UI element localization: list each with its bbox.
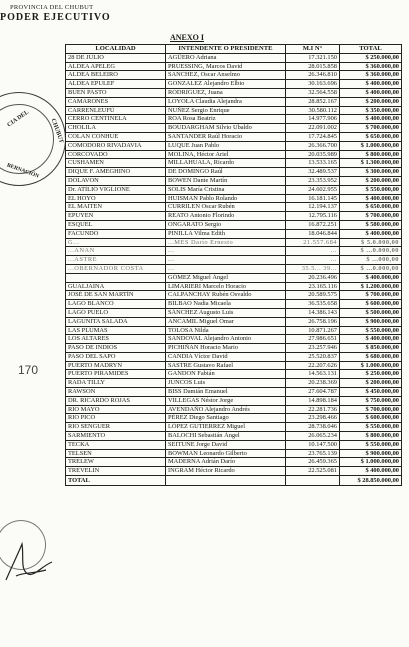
cell-amount: $ 200.000,00	[340, 379, 402, 388]
cell-mayor: SEITUNE Jorge David	[166, 440, 286, 449]
cell-id-number: 21.557.684	[286, 238, 340, 247]
table-row	[66, 220, 402, 229]
cell-mayor: AGÜERO Adriana	[166, 53, 286, 62]
cell-locality: TELSEN	[66, 449, 166, 458]
cell-locality: BUEN PASTO	[66, 88, 166, 97]
table-header-row	[66, 45, 402, 54]
cell-locality: G...	[66, 238, 166, 247]
cell-amount: $ 700.000,00	[340, 291, 402, 300]
cell-amount: $ 360.000,00	[340, 71, 402, 80]
cell-mayor: BISS Damián Emanuel	[166, 388, 286, 397]
cell-mayor: HUISMAN Pablo Rolando	[166, 194, 286, 203]
cell-mayor: SANCHEZ, Oscar Anselmo	[166, 71, 286, 80]
cell-amount: $ 400.000,00	[340, 335, 402, 344]
header-total: TOTAL	[340, 45, 402, 54]
seal-text-top: CIA DEL	[6, 109, 31, 129]
cell-locality: EPUYEN	[66, 212, 166, 221]
cell-id-number: 27.986.651	[286, 335, 340, 344]
cell-locality: RAWSON	[66, 388, 166, 397]
table-row	[66, 185, 402, 194]
table-row	[66, 71, 402, 80]
cell-locality: ALDEA EPULEF	[66, 80, 166, 89]
table-row	[66, 317, 402, 326]
cell-id-number: 30.580.112	[286, 106, 340, 115]
cell-locality: COLAN CONHUE	[66, 132, 166, 141]
cell-id-number: 28.015.858	[286, 62, 340, 71]
executive-power-title: PODER EJECUTIVO	[0, 12, 111, 23]
cell-amount: $ 1.000.000,00	[340, 361, 402, 370]
cell-amount: $ 600.000,00	[340, 300, 402, 309]
cell-id-number: 17.321.150	[286, 53, 340, 62]
cell-amount: $ 680.000,00	[340, 352, 402, 361]
cell-mayor: INGRAM Héctor Ricardo	[166, 467, 286, 476]
cell-mayor: LOYOLA Claudia Alejandra	[166, 97, 286, 106]
cell-locality: SARMIENTO	[66, 432, 166, 441]
annex-allocation-table	[65, 44, 402, 486]
cell-id-number: 20.589.575	[286, 291, 340, 300]
cell-mayor: GONZALEZ Alejandro Elbio	[166, 80, 286, 89]
cell-locality: DIQUE F. AMEGHINO	[66, 168, 166, 177]
table-row	[66, 308, 402, 317]
cell-id-number: 32.564.558	[286, 88, 340, 97]
cell-locality: PUERTO PIRAMIDES	[66, 370, 166, 379]
header-locality: LOCALIDAD	[66, 45, 166, 54]
cell-locality: GUALJAINA	[66, 282, 166, 291]
cell-amount: $ 300.000,00	[340, 168, 402, 177]
table-row	[66, 300, 402, 309]
cell-locality: RIO MAYO	[66, 405, 166, 414]
cell-id-number: 22.525.081	[286, 467, 340, 476]
cell-mayor: PINILLA Vilma Edith	[166, 229, 286, 238]
cell-mayor: BALOCHI Sebastián Ángel	[166, 432, 286, 441]
cell-locality: RIO SENGUER	[66, 423, 166, 432]
cell-mayor: TOLOSA Nilda	[166, 326, 286, 335]
cell-mayor: ...	[166, 264, 286, 273]
table-row	[66, 326, 402, 335]
cell-id-number: 27.604.787	[286, 388, 340, 397]
cell-mayor: PICHIÑAN Horacio Mario	[166, 344, 286, 353]
cell-mayor: ROA Rosa Beatriz	[166, 115, 286, 124]
cell-mayor: ...	[166, 256, 286, 265]
cell-amount: $ 400.000,00	[340, 80, 402, 89]
cell-mayor: SOLIS María Cristina	[166, 185, 286, 194]
table-row	[66, 370, 402, 379]
cell-locality: ESQUEL	[66, 220, 166, 229]
table-row	[66, 388, 402, 397]
cell-locality: CAMARONES	[66, 97, 166, 106]
table-row	[66, 124, 402, 133]
cell-mayor: REATO Antonio Florindo	[166, 212, 286, 221]
cell-mayor: CURRILEN Oscar Rubén	[166, 203, 286, 212]
table-row	[66, 432, 402, 441]
cell-id-number: 26.346.810	[286, 71, 340, 80]
cell-amount: $ ...000,00	[340, 256, 402, 265]
cell-mayor: MADERNA Adrián Darío	[166, 458, 286, 467]
cell-locality: LOS ALTARES	[66, 335, 166, 344]
cell-locality: LAGO BLANCO	[66, 300, 166, 309]
table-row	[66, 176, 402, 185]
cell-id-number: 26.758.196	[286, 317, 340, 326]
table-row	[66, 423, 402, 432]
cell-mayor: MOLINA, Héctor Ariel	[166, 150, 286, 159]
cell-locality: TECKA	[66, 440, 166, 449]
table-row	[66, 106, 402, 115]
cell-mayor: ...	[166, 247, 286, 256]
cell-id-number: 14.563.131	[286, 370, 340, 379]
cell-amount: $ 250.000,00	[340, 370, 402, 379]
cell-id-number: 20.238.369	[286, 379, 340, 388]
cell-amount: $ 800.000,00	[340, 150, 402, 159]
cell-locality: CERRO CENTINELA	[66, 115, 166, 124]
cell-locality: ...ANAN	[66, 247, 166, 256]
cell-amount: $ 580.000,00	[340, 220, 402, 229]
table-row	[66, 264, 402, 273]
cell-locality: ...OBERNADOR COSTA	[66, 264, 166, 273]
cell-id-number: 18.046.844	[286, 229, 340, 238]
cell-mayor: DE DOMINGO Raúl	[166, 168, 286, 177]
cell-amount: $ 600.000,00	[340, 414, 402, 423]
cell-id-number: 25.520.837	[286, 352, 340, 361]
cell-id-number: 30.163.696	[286, 80, 340, 89]
cell-mayor: CALPANCHAY Rubén Osvaldo	[166, 291, 286, 300]
cell-amount: $ 550.000,00	[340, 423, 402, 432]
cell-locality: RADA TILLY	[66, 379, 166, 388]
table-row	[66, 247, 402, 256]
table-row	[66, 405, 402, 414]
cell-id-number: 14.386.143	[286, 308, 340, 317]
cell-mayor: ANCAMIL Miguel Omar	[166, 317, 286, 326]
cell-amount: $ 400.000,00	[340, 229, 402, 238]
cell-id-number: 22.207.626	[286, 361, 340, 370]
cell-locality: EL HOYO	[66, 194, 166, 203]
cell-amount: $ 700.000,00	[340, 405, 402, 414]
cell-id-number: 36.535.658	[286, 300, 340, 309]
cell-id-number: 20.236.496	[286, 273, 340, 282]
table-row	[66, 335, 402, 344]
table-row	[66, 467, 402, 476]
total-empty	[166, 476, 286, 486]
cell-id-number: 12.795.116	[286, 212, 340, 221]
cell-amount: $ 360.000,00	[340, 62, 402, 71]
cell-locality: CARRENLEUFÚ	[66, 106, 166, 115]
cell-id-number: 26.065.234	[286, 432, 340, 441]
cell-id-number: ...	[286, 256, 340, 265]
cell-locality: RIO PICO	[66, 414, 166, 423]
table-total-row	[66, 476, 402, 486]
cell-amount: $ 400.000,00	[340, 467, 402, 476]
table-row	[66, 80, 402, 89]
table-row	[66, 414, 402, 423]
cell-id-number: 20.035.989	[286, 150, 340, 159]
header-id-number: M.I N°	[286, 45, 340, 54]
cell-amount: $ 350.000,00	[340, 106, 402, 115]
cell-locality: ALDEA BELEIRO	[66, 71, 166, 80]
cell-amount: $ 900.000,00	[340, 449, 402, 458]
cell-id-number: 16.181.145	[286, 194, 340, 203]
cell-mayor: BOWMAN Leonardo Gilberto	[166, 449, 286, 458]
seal-text-bottom: BERNACIÓN	[5, 162, 40, 180]
cell-amount: $ 650.000,00	[340, 203, 402, 212]
table-row	[66, 440, 402, 449]
cell-amount: $ 750.000,00	[340, 396, 402, 405]
cell-amount: $ 400.000,00	[340, 115, 402, 124]
seal-text-right: CHUBUT	[49, 117, 65, 145]
cell-amount: $ 550.000,00	[340, 440, 402, 449]
cell-id-number: 23.165.116	[286, 282, 340, 291]
table-row	[66, 352, 402, 361]
header-mayor: INTENDENTE O PRESIDENTE	[166, 45, 286, 54]
cell-amount: $ 800.000,00	[340, 432, 402, 441]
cell-id-number: 10.147.500	[286, 440, 340, 449]
table-row	[66, 203, 402, 212]
cell-locality: CUSHAMEN	[66, 159, 166, 168]
cell-mayor: GANDON Fabián	[166, 370, 286, 379]
cell-mayor: VILLEGAS Néstor Jorge	[166, 396, 286, 405]
cell-locality: Dr. ATILIO VIGLIONE	[66, 185, 166, 194]
cell-mayor: CANDIA Víctor David	[166, 352, 286, 361]
cell-amount: $ 400.000,00	[340, 88, 402, 97]
cell-locality: EL MAITEN	[66, 203, 166, 212]
total-value: $ 28.850.000,00	[340, 476, 402, 486]
cell-amount: $ 1.200.000,00	[340, 282, 402, 291]
cell-id-number: 12.194.137	[286, 203, 340, 212]
total-empty	[286, 476, 340, 486]
cell-id-number: 23.257.946	[286, 344, 340, 353]
cell-id-number: 13.533.165	[286, 159, 340, 168]
table-row	[66, 229, 402, 238]
cell-locality: LAS PLUMAS	[66, 326, 166, 335]
cell-amount: $ 400.000,00	[340, 194, 402, 203]
cell-id-number: 26.459.365	[286, 458, 340, 467]
table-row	[66, 97, 402, 106]
cell-mayor: BOUDARGHAM Silvio Ubaldo	[166, 124, 286, 133]
cell-id-number: 17.724.845	[286, 132, 340, 141]
table-row	[66, 141, 402, 150]
cell-mayor: GÓMEZ Miguel Ángel	[166, 273, 286, 282]
cell-mayor: AVENDAÑO Alejandro Andrés	[166, 405, 286, 414]
table-row	[66, 256, 402, 265]
table-row	[66, 168, 402, 177]
cell-locality: LAGO PUELO	[66, 308, 166, 317]
annex-title: ANEXO I	[170, 33, 205, 42]
cell-mayor: PÉREZ Diego Santiago	[166, 414, 286, 423]
cell-amount: $ 650.000,00	[340, 132, 402, 141]
total-label: TOTAL	[66, 476, 166, 486]
cell-amount: $ 500.000,00	[340, 308, 402, 317]
cell-amount: $ 5.0.000,00	[340, 238, 402, 247]
cell-id-number: 26.366.700	[286, 141, 340, 150]
cell-locality: TRELEW	[66, 458, 166, 467]
cell-mayor: BILBAO Nadia Micaela	[166, 300, 286, 309]
table-row	[66, 194, 402, 203]
cell-amount: $ 450.000,00	[340, 388, 402, 397]
cell-id-number: 23.353.952	[286, 176, 340, 185]
page-number: 170	[18, 363, 39, 377]
cell-mayor: LÓPEZ GUTIERREZ Miguel	[166, 423, 286, 432]
table-row	[66, 238, 402, 247]
table-row	[66, 212, 402, 221]
cell-id-number: 24.602.955	[286, 185, 340, 194]
cell-mayor: SANDOVAL Alejandro Antonio	[166, 335, 286, 344]
table-row	[66, 115, 402, 124]
table-row	[66, 53, 402, 62]
cell-amount: $ ...0.000,00	[340, 264, 402, 273]
cell-id-number: 14.898.184	[286, 396, 340, 405]
cell-id-number: 22.281.736	[286, 405, 340, 414]
cell-mayor: ...MES Darío Ernesto	[166, 238, 286, 247]
cell-locality: PASO DEL SAPO	[66, 352, 166, 361]
cell-amount: $ 550.000,00	[340, 326, 402, 335]
handwritten-signature	[2, 536, 60, 586]
cell-id-number: 28.852.167	[286, 97, 340, 106]
cell-amount: $ 250.000,00	[340, 53, 402, 62]
cell-amount: $ 1.000.000,00	[340, 458, 402, 467]
table-row	[66, 344, 402, 353]
cell-amount: $ 1.300.000,00	[340, 159, 402, 168]
province-name: PROVINCIA DEL CHUBUT	[10, 4, 94, 11]
cell-amount: $ 550.000,00	[340, 185, 402, 194]
cell-locality: CHOLILA	[66, 124, 166, 133]
cell-locality: FACUNDO	[66, 229, 166, 238]
cell-amount: $ 400.000,00	[340, 273, 402, 282]
cell-amount: $ 1.000.000,00	[340, 141, 402, 150]
cell-amount: $ 700.000,00	[340, 212, 402, 221]
cell-id-number: 23.765.139	[286, 449, 340, 458]
cell-mayor: LIMARIERI Marcelo Horacio	[166, 282, 286, 291]
table-row	[66, 361, 402, 370]
cell-locality: CORCOVADO	[66, 150, 166, 159]
cell-locality: JOSÉ DE SAN MARTÍN	[66, 291, 166, 300]
cell-locality: TREVELIN	[66, 467, 166, 476]
cell-id-number: ...	[286, 247, 340, 256]
cell-mayor: PRUESSING, Marcos David	[166, 62, 286, 71]
cell-mayor: JUNCOS Luis	[166, 379, 286, 388]
cell-amount: $ 200.000,00	[340, 176, 402, 185]
table-row	[66, 458, 402, 467]
cell-amount: $ 850.000,00	[340, 344, 402, 353]
table-row	[66, 379, 402, 388]
cell-id-number: 10.871.267	[286, 326, 340, 335]
cell-mayor: RODRIGUEZ, Juana	[166, 88, 286, 97]
table-row	[66, 132, 402, 141]
cell-locality: LAGUNITA SALADA	[66, 317, 166, 326]
cell-locality: ALDEA APELEG	[66, 62, 166, 71]
cell-mayor: BOWEN Dante Martín	[166, 176, 286, 185]
cell-locality: 28 DE JULIO	[66, 53, 166, 62]
cell-id-number: 22.091.002	[286, 124, 340, 133]
table-row	[66, 62, 402, 71]
cell-mayor: ONGARATO Sergio	[166, 220, 286, 229]
cell-locality: PUERTO MADRYN	[66, 361, 166, 370]
cell-id-number: 16.872.251	[286, 220, 340, 229]
cell-mayor: NUÑEZ Sergio Enrique	[166, 106, 286, 115]
table-row	[66, 449, 402, 458]
cell-locality: COMODORO RIVADAVIA	[66, 141, 166, 150]
cell-mayor: MILLAHUALA, Ricardo	[166, 159, 286, 168]
cell-id-number: 28.738.046	[286, 423, 340, 432]
cell-amount: $ 700.000,00	[340, 124, 402, 133]
table-row	[66, 150, 402, 159]
cell-locality: PASO DE INDIOS	[66, 344, 166, 353]
table-row	[66, 273, 402, 282]
cell-amount: $ 200.000,00	[340, 97, 402, 106]
table-row	[66, 88, 402, 97]
table-row	[66, 396, 402, 405]
cell-id-number: 14.977.906	[286, 115, 340, 124]
cell-locality: DR. RICARDO ROJAS	[66, 396, 166, 405]
cell-id-number: 23.298.466	[286, 414, 340, 423]
cell-id-number: 35.5... 39...	[286, 264, 340, 273]
cell-amount: $ ...0.000,00	[340, 247, 402, 256]
cell-mayor: SASTRE Gustavo Rafael	[166, 361, 286, 370]
cell-mayor: SÁNCHEZ Augusto Luis	[166, 308, 286, 317]
cell-id-number: 32.489.537	[286, 168, 340, 177]
cell-locality	[66, 273, 166, 282]
cell-mayor: SANTANDER Raúl Horacio	[166, 132, 286, 141]
cell-locality: DOLAVON	[66, 176, 166, 185]
table-row	[66, 159, 402, 168]
table-row	[66, 282, 402, 291]
cell-amount: $ 900.000,00	[340, 317, 402, 326]
table-row	[66, 291, 402, 300]
cell-mayor: LUQUE Juan Pablo	[166, 141, 286, 150]
cell-locality: ...ASTRE	[66, 256, 166, 265]
